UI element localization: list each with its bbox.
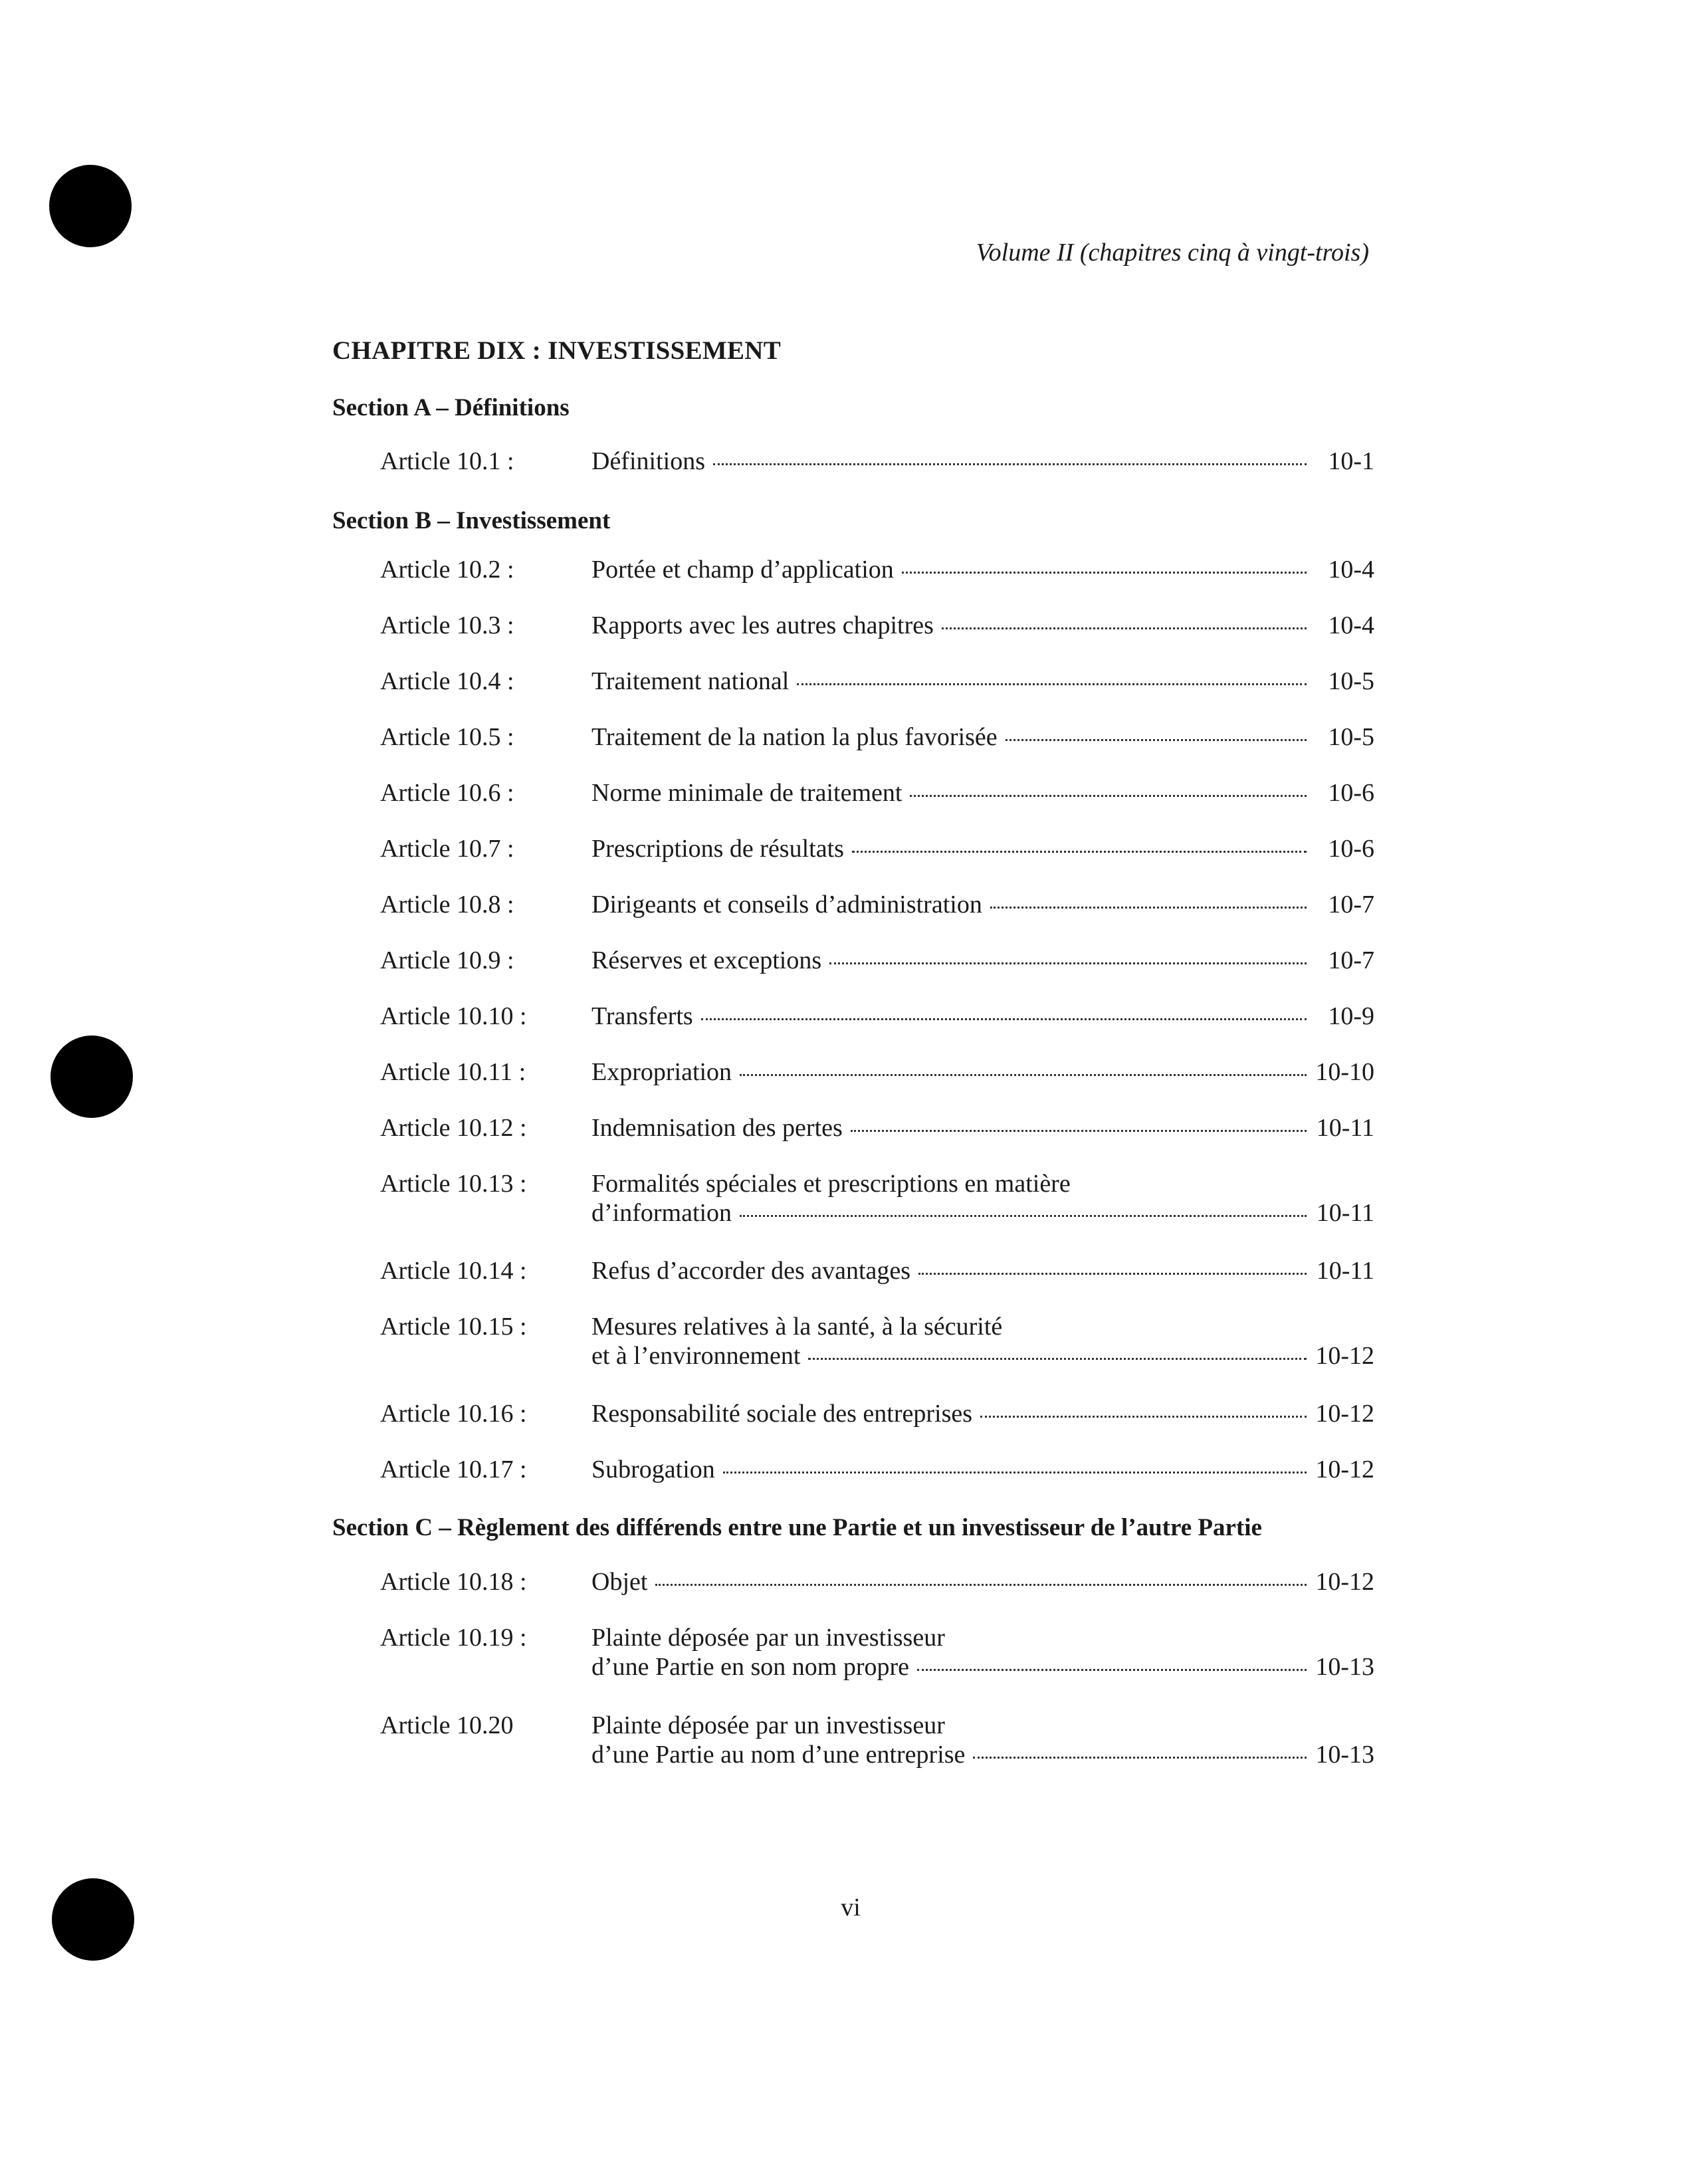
dot-leader <box>1006 739 1307 741</box>
dot-leader <box>797 683 1307 685</box>
page-number: 10-10 <box>1315 1058 1374 1086</box>
article-title-line1: Plainte déposée par un investisseur <box>591 1711 945 1739</box>
page-number: 10-13 <box>1315 1741 1374 1769</box>
dot-leader <box>701 1018 1307 1020</box>
page-number: 10-13 <box>1315 1653 1374 1681</box>
dot-leader <box>910 795 1307 797</box>
page-number: 10-9 <box>1328 1002 1374 1030</box>
article-title: Subrogation <box>591 1456 715 1483</box>
article-title: Expropriation <box>591 1058 732 1086</box>
page-number: 10-7 <box>1328 946 1374 974</box>
article-number: Article 10.8 : <box>380 891 514 919</box>
article-title: Définitions <box>591 447 705 475</box>
section-heading-b: Section B – Investissement <box>332 507 611 534</box>
article-title-line1: Formalités spéciales et prescriptions en matière <box>591 1170 1071 1198</box>
dot-leader <box>918 1273 1307 1275</box>
article-number: Article 10.7 : <box>380 835 514 863</box>
article-title: et à l’environnement <box>591 1342 801 1370</box>
page-number: 10-4 <box>1328 556 1374 584</box>
running-head: Volume II (chapitres cinq à vingt-trois) <box>976 239 1369 267</box>
article-number: Article 10.2 : <box>380 556 514 584</box>
article-title: Portée et champ d’application <box>591 556 894 584</box>
page-number: 10-12 <box>1315 1568 1374 1596</box>
dot-leader <box>740 1074 1307 1076</box>
article-number: Article 10.17 : <box>380 1456 527 1483</box>
article-number: Article 10.12 : <box>380 1114 527 1142</box>
article-number: Article 10.18 : <box>380 1568 527 1596</box>
page-number: 10-1 <box>1328 447 1374 475</box>
article-number: Article 10.5 : <box>380 723 514 751</box>
article-number: Article 10.1 : <box>380 447 514 475</box>
dot-leader <box>902 572 1307 574</box>
article-number: Article 10.9 : <box>380 946 514 974</box>
article-number: Article 10.14 : <box>380 1257 527 1285</box>
section-heading-c: Section C – Règlement des différends entre une Partie et un investisseur de l’autre Partie <box>332 1514 1262 1541</box>
article-number: Article 10.19 : <box>380 1624 527 1652</box>
page-number: 10-11 <box>1316 1257 1374 1285</box>
article-title: Objet <box>591 1568 648 1596</box>
dot-leader <box>829 962 1307 964</box>
article-title: d’une Partie au nom d’une entreprise <box>591 1741 966 1769</box>
article-title: d’une Partie en son nom propre <box>591 1653 910 1681</box>
dot-leader <box>852 851 1307 853</box>
page-number: 10-12 <box>1315 1400 1374 1428</box>
dot-leader <box>980 1416 1307 1418</box>
article-number: Article 10.20 <box>380 1711 514 1739</box>
page-number: 10-6 <box>1328 835 1374 863</box>
page-number: 10-12 <box>1315 1342 1374 1370</box>
dot-leader <box>973 1757 1307 1759</box>
dot-leader <box>917 1669 1307 1671</box>
article-number: Article 10.4 : <box>380 667 514 695</box>
article-number: Article 10.6 : <box>380 779 514 807</box>
binder-hole-top <box>49 165 132 247</box>
dot-leader <box>723 1472 1307 1474</box>
page-number: 10-7 <box>1328 891 1374 919</box>
article-title: Traitement de la nation la plus favorisée <box>591 723 998 751</box>
page-number: 10-11 <box>1316 1199 1374 1227</box>
article-title: Indemnisation des pertes <box>591 1114 843 1142</box>
binder-hole-bottom <box>52 1878 134 1961</box>
article-title-line1: Mesures relatives à la santé, à la sécurité <box>591 1313 1003 1341</box>
article-title: Responsabilité sociale des entreprises <box>591 1400 973 1428</box>
page-number: 10-5 <box>1328 667 1374 695</box>
dot-leader <box>990 907 1307 909</box>
page-folio: vi <box>841 1894 861 1921</box>
dot-leader <box>713 463 1307 465</box>
page-number: 10-11 <box>1316 1114 1374 1142</box>
article-number: Article 10.16 : <box>380 1400 527 1428</box>
article-number: Article 10.11 : <box>380 1058 526 1086</box>
section-heading-a: Section A – Définitions <box>332 394 570 421</box>
article-title: Norme minimale de traitement <box>591 779 902 807</box>
article-title: Dirigeants et conseils d’administration <box>591 891 982 919</box>
page-number: 10-5 <box>1328 723 1374 751</box>
article-title: Transferts <box>591 1002 693 1030</box>
article-title: Réserves et exceptions <box>591 946 822 974</box>
dot-leader <box>740 1215 1307 1217</box>
dot-leader <box>851 1130 1307 1132</box>
article-number: Article 10.3 : <box>380 611 514 639</box>
dot-leader <box>808 1358 1307 1360</box>
dot-leader <box>655 1584 1307 1586</box>
page-number: 10-4 <box>1328 611 1374 639</box>
page-number: 10-6 <box>1328 779 1374 807</box>
article-title: Prescriptions de résultats <box>591 835 844 863</box>
page-number: 10-12 <box>1315 1456 1374 1483</box>
article-title: Refus d’accorder des avantages <box>591 1257 911 1285</box>
binder-hole-middle <box>51 1036 133 1118</box>
article-number: Article 10.13 : <box>380 1170 527 1198</box>
article-title: Traitement national <box>591 667 790 695</box>
article-number: Article 10.10 : <box>380 1002 527 1030</box>
dot-leader <box>942 627 1307 629</box>
article-title: Rapports avec les autres chapitres <box>591 611 934 639</box>
article-number: Article 10.15 : <box>380 1313 527 1341</box>
chapter-title: CHAPITRE DIX : INVESTISSEMENT <box>332 336 782 365</box>
article-title: d’information <box>591 1199 732 1227</box>
article-title-line1: Plainte déposée par un investisseur <box>591 1624 945 1652</box>
